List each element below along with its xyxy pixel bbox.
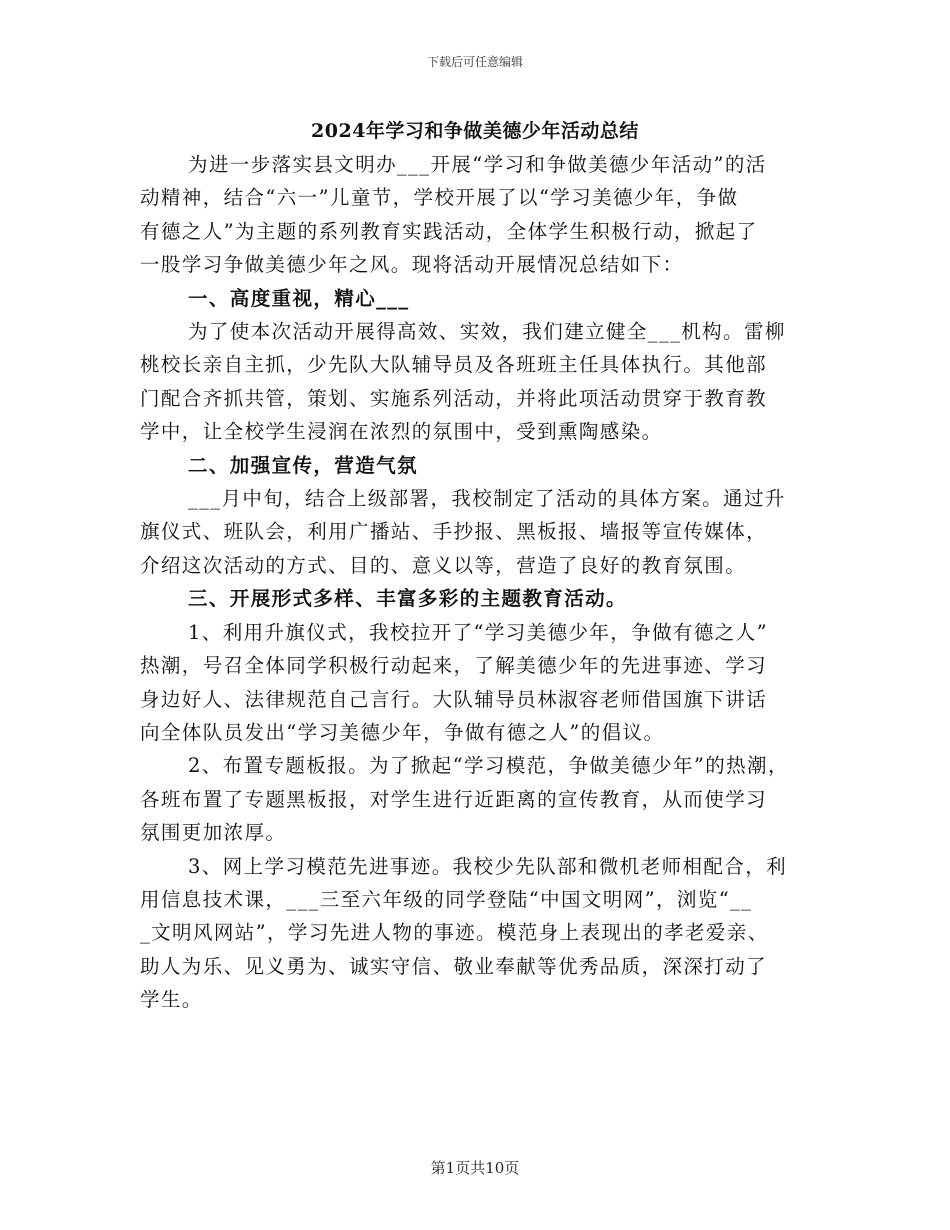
text-line: _文明风网站”，学习先进人物的事迹。模范身上表现出的孝老爱亲、 — [140, 921, 769, 945]
text-line: 各班布置了专题黑板报，对学生进行近距离的宣传教育，从而使学习 — [140, 787, 768, 811]
document-title: 2024年学习和争做美德少年活动总结 — [311, 120, 639, 142]
text-line: 2、布置专题板报。为了掀起“学习模范，争做美德少年”的热潮， — [188, 754, 789, 778]
section-1-paragraph — [140, 315, 820, 449]
document-body — [140, 148, 820, 1017]
intro-paragraph — [140, 148, 820, 282]
text-line: 门配合齐抓共管，策划、实施系列活动，并将此项活动贯穿于教育教 — [140, 386, 768, 410]
section-heading-3: 三、开展形式多样、丰富多彩的主题教育活动。 — [188, 587, 627, 611]
text-line: 为了使本次活动开展得高效、实效，我们建立健全___机构。雷柳 — [188, 320, 786, 344]
text-line: 身边好人、法律规范自己言行。大队辅导员林淑容老师借国旗下讲话 — [140, 687, 768, 711]
page-header-note: 下载后可任意编辑 — [426, 55, 523, 69]
text-line: 为进一步落实县文明办___开展“学习和争做美德少年活动”的活 — [188, 153, 767, 176]
text-line: 助人为乐、见义勇为、诚实守信、敬业奉献等优秀品质，深深打动了 — [140, 954, 768, 978]
section-2-paragraph — [140, 482, 820, 582]
page-number: 第1页共10页 — [430, 1159, 520, 1177]
section-3-item-2 — [140, 749, 820, 849]
text-line: 桃校长亲自主抓，少先队大队辅导员及各班班主任具体执行。其他部 — [140, 353, 768, 377]
text-line: 动精神，结合“六一”儿童节，学校开展了以“学习美德少年，争做 — [140, 186, 739, 210]
text-line: 学生。 — [140, 988, 203, 1012]
section-heading-1: 一、高度重视，精心___ — [188, 286, 410, 310]
section-heading-2: 二、加强宣传，营造气氛 — [188, 453, 418, 477]
text-line: 向全体队员发出“学习美德少年，争做有德之人”的倡议。 — [140, 720, 665, 744]
text-line: 有德之人”为主题的系列教育实践活动，全体学生积极行动，掀起了 — [140, 219, 758, 243]
text-line: 氛围更加浓厚。 — [140, 821, 287, 845]
section-3-item-3 — [140, 850, 820, 1017]
text-line: 1、利用升旗仪式，我校拉开了“学习美德少年，争做有德之人” — [188, 620, 768, 644]
text-line: 旗仪式、班队会，利用广播站、手抄报、黑板报、墙报等宣传媒体， — [140, 520, 768, 544]
text-line: 用信息技术课，___三至六年级的同学登陆“中国文明网”，浏览“__ — [140, 887, 753, 911]
text-line: ___月中旬，结合上级部署，我校制定了活动的具体方案。通过升 — [188, 487, 786, 511]
text-line: 一股学习争做美德少年之风。现将活动开展情况总结如下： — [140, 253, 684, 277]
text-line: 介绍这次活动的方式、目的、意义以等，营造了良好的教育氛围。 — [140, 553, 747, 577]
text-line: 3、网上学习模范先进事迹。我校少先队部和微机老师相配合，利 — [188, 854, 788, 878]
section-3-item-1 — [140, 616, 820, 750]
text-line: 热潮，号召全体同学积极行动起来，了解美德少年的先进事迹、学习 — [140, 654, 768, 678]
text-line: 学中，让全校学生浸润在浓烈的氛围中，受到熏陶感染。 — [140, 420, 663, 444]
